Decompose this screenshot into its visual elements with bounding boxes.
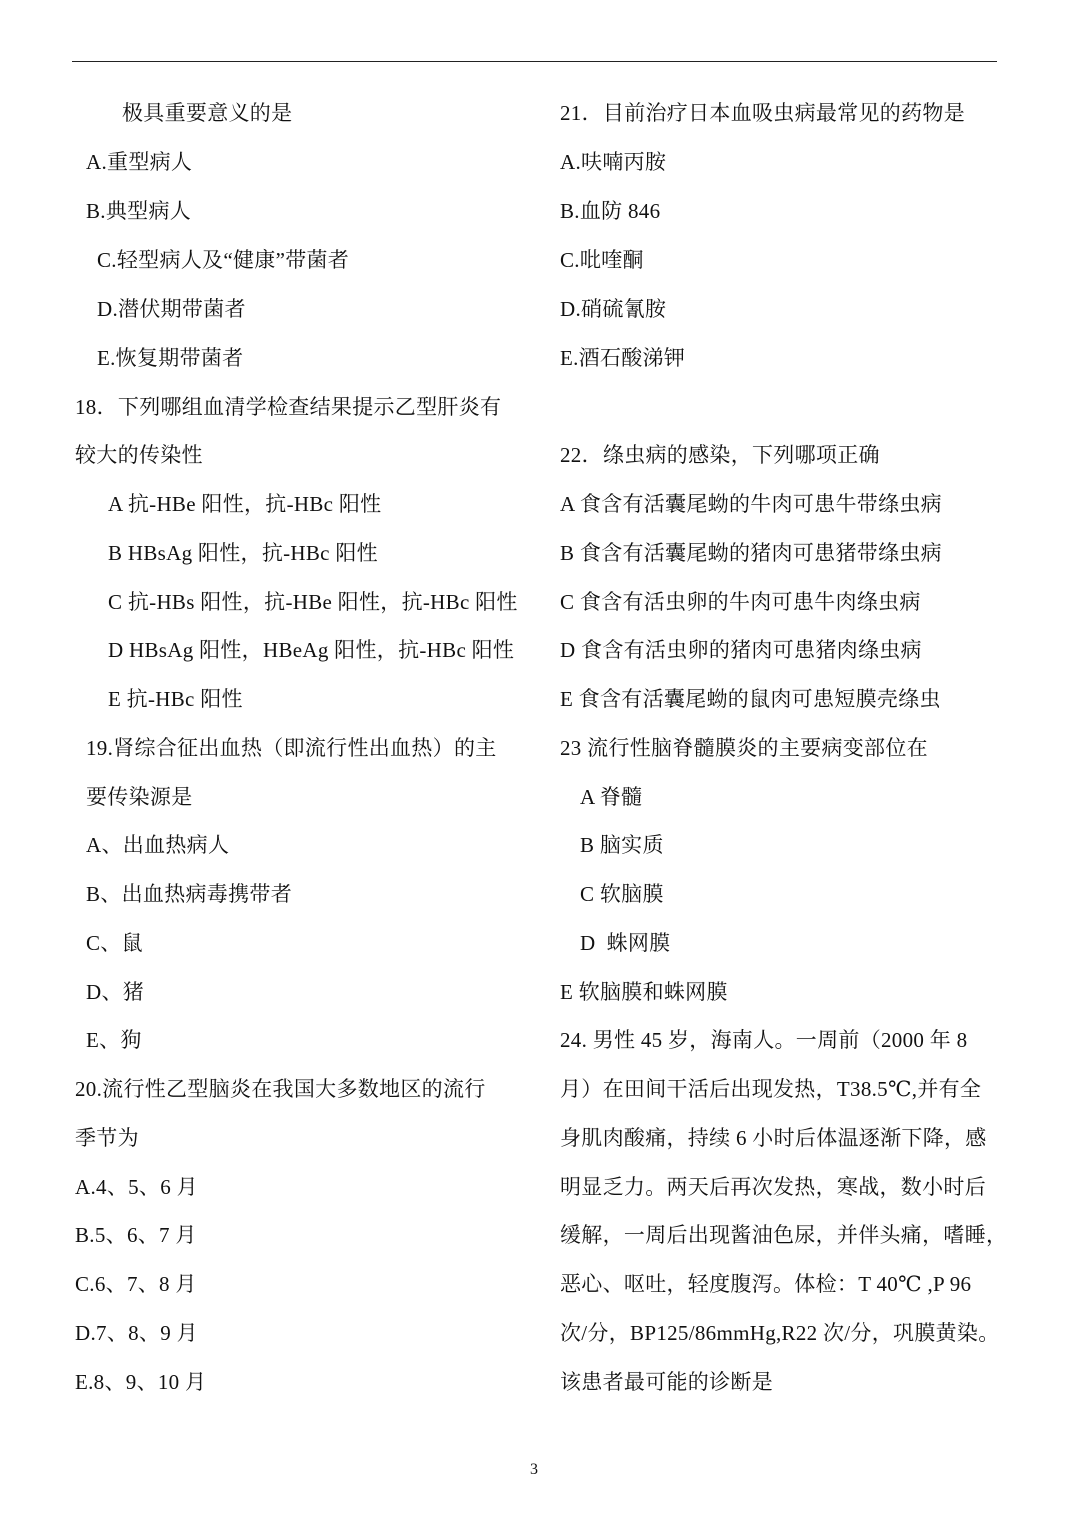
q20-stem-line: 季节为 xyxy=(75,1126,139,1150)
q21-stem: 21．目前治疗日本血吸虫病最常见的药物是 xyxy=(560,101,965,125)
q20-option-e: E.8、9、10 月 xyxy=(75,1370,207,1394)
q20-option-b: B.5、6、7 月 xyxy=(75,1223,197,1247)
q18-option-d: D HBsAg 阳性，HBeAg 阳性，抗-HBc 阳性 xyxy=(108,638,515,662)
q18-option-b: B HBsAg 阳性，抗-HBc 阳性 xyxy=(108,541,378,565)
q18-option-a: A 抗-HBe 阳性，抗-HBc 阳性 xyxy=(108,492,382,516)
q17-option-d: D.潜伏期带菌者 xyxy=(97,297,246,321)
q18-stem-line: 18．下列哪组血清学检查结果提示乙型肝炎有 xyxy=(75,395,502,419)
q17-option-b: B.典型病人 xyxy=(86,199,192,223)
q21-option-e: E.酒石酸涕钾 xyxy=(560,346,686,370)
q23-option-d: D 蛛网膜 xyxy=(580,931,671,955)
q23-stem: 23 流行性脑脊髓膜炎的主要病变部位在 xyxy=(560,736,928,760)
q24-stem-line: 次/分，BP125/86mmHg,R22 次/分，巩膜黄染。 xyxy=(560,1321,1000,1345)
q19-stem-line: 要传染源是 xyxy=(86,785,193,809)
q24-stem-line: 24. 男性 45 岁，海南人。一周前（2000 年 8 xyxy=(560,1028,968,1052)
page-number: 3 xyxy=(530,1461,538,1478)
q17-stem-tail: 极具重要意义的是 xyxy=(122,101,293,125)
q24-stem-line: 月）在田间干活后出现发热，T38.5℃,并有全 xyxy=(560,1077,982,1101)
q24-stem-line: 恶心、呕吐，轻度腹泻。体检：T 40℃ ,P 96 xyxy=(560,1272,972,1296)
q23-option-e: E 软脑膜和蛛网膜 xyxy=(560,980,728,1004)
q17-option-a: A.重型病人 xyxy=(86,150,193,174)
q17-option-c: C.轻型病人及“健康”带菌者 xyxy=(97,248,350,272)
q21-option-a: A.呋喃丙胺 xyxy=(560,150,667,174)
q21-option-d: D.硝硫氰胺 xyxy=(560,297,667,321)
q22-option-e: E 食含有活囊尾蚴的鼠肉可患短膜壳绦虫 xyxy=(560,687,941,711)
q22-option-b: B 食含有活囊尾蚴的猪肉可患猪带绦虫病 xyxy=(560,541,942,565)
q23-option-c: C 软脑膜 xyxy=(580,882,664,906)
q23-option-a: A 脊髓 xyxy=(580,785,643,809)
q23-option-b: B 脑实质 xyxy=(580,833,664,857)
q21-option-b: B.血防 846 xyxy=(560,199,661,223)
q22-option-a: A 食含有活囊尾蚴的牛肉可患牛带绦虫病 xyxy=(560,492,942,516)
q19-stem-line: 19.肾综合征出血热（即流行性出血热）的主 xyxy=(86,736,497,760)
q24-stem-line: 身肌肉酸痛，持续 6 小时后体温逐渐下降，感 xyxy=(560,1126,987,1150)
q17-option-e: E.恢复期带菌者 xyxy=(97,346,244,370)
q19-option-e: E、狗 xyxy=(86,1028,142,1052)
q19-option-d: D、猪 xyxy=(86,980,145,1004)
q20-option-a: A.4、5、6 月 xyxy=(75,1175,198,1199)
header-rule xyxy=(72,61,997,62)
q19-option-b: B、出血热病毒携带者 xyxy=(86,882,293,906)
q20-option-c: C.6、7、8 月 xyxy=(75,1272,197,1296)
q18-stem-line: 较大的传染性 xyxy=(75,443,203,467)
q20-option-d: D.7、8、9 月 xyxy=(75,1321,198,1345)
q21-option-c: C.吡喹酮 xyxy=(560,248,644,272)
q18-option-e: E 抗-HBc 阳性 xyxy=(108,687,243,711)
q19-option-c: C、鼠 xyxy=(86,931,143,955)
q24-stem-line: 缓解，一周后出现酱油色尿，并伴头痛，嗜睡， xyxy=(560,1223,1008,1247)
q22-option-c: C 食含有活虫卵的牛肉可患牛肉绦虫病 xyxy=(560,590,921,614)
q19-option-a: A、出血热病人 xyxy=(86,833,230,857)
q22-option-d: D 食含有活虫卵的猪肉可患猪肉绦虫病 xyxy=(560,638,922,662)
q24-stem-line: 明显乏力。两天后再次发热，寒战，数小时后 xyxy=(560,1175,986,1199)
q24-stem-line: 该患者最可能的诊断是 xyxy=(560,1370,773,1394)
q20-stem-line: 20.流行性乙型脑炎在我国大多数地区的流行 xyxy=(75,1077,486,1101)
q22-stem: 22．绦虫病的感染，下列哪项正确 xyxy=(560,443,880,467)
q18-option-c: C 抗-HBs 阳性，抗-HBe 阳性，抗-HBc 阳性 xyxy=(108,590,518,614)
